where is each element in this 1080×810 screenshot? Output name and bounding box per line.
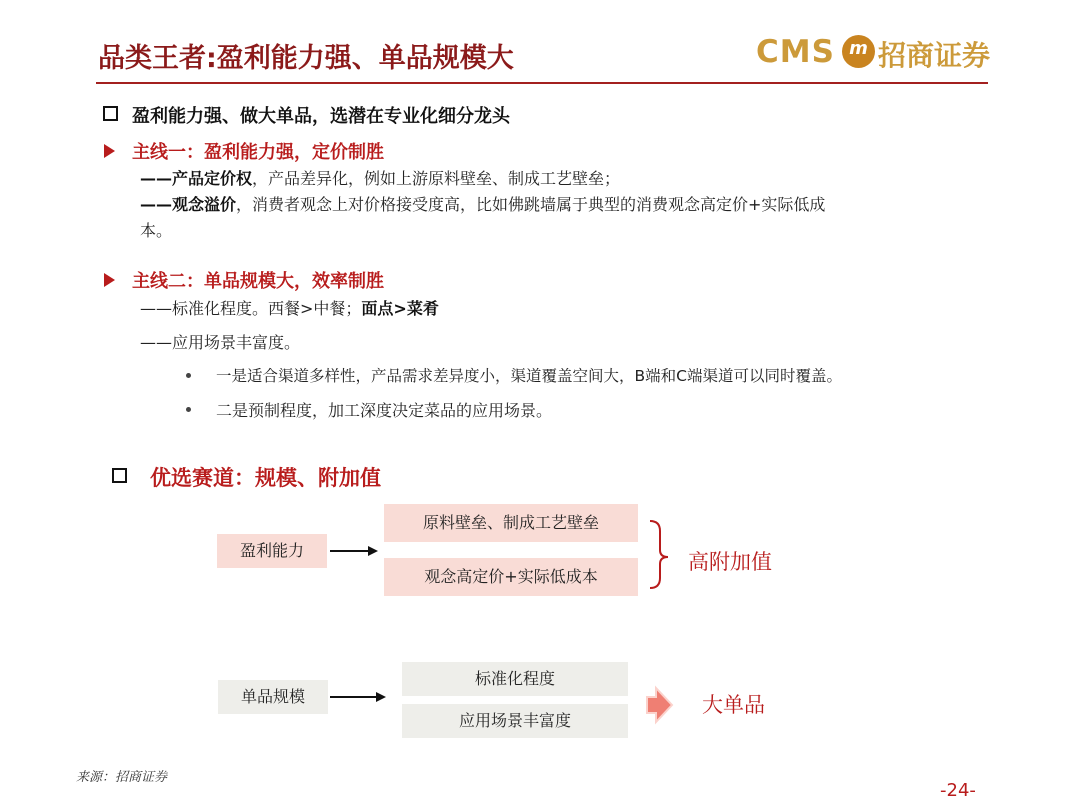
diagram1-left-box: 盈利能力 <box>217 534 327 568</box>
diagram1-brace-icon <box>650 521 668 588</box>
line1-item1-bold: ——产品定价权 <box>140 169 253 188</box>
line1-item2-bold: ——观念溢价 <box>140 195 237 214</box>
line1-item2-continued: 本。 <box>140 221 173 240</box>
line1-item2-text: ，消费者观念上对价格接受度高，比如佛跳墙属于典型的消费观念高定价+实际低成 <box>236 195 826 214</box>
diagram2-result: 大单品 <box>702 693 765 717</box>
diagram2-bottom-box: 应用场景丰富度 <box>402 704 628 738</box>
line2-bullet1: 一是适合渠道多样性，产品需求差异度小，渠道覆盖空间大，B端和C端渠道可以同时覆盖。 <box>216 367 842 385</box>
diagram1-arrow-icon <box>330 546 378 556</box>
line1-item1-text: ，产品差异化，例如上游原料壁垒、制成工艺壁垒； <box>252 169 621 188</box>
line2-bullet2: 二是预制程度，加工深度决定菜品的应用场景。 <box>216 401 553 420</box>
diagram1-result: 高附加值 <box>688 550 772 574</box>
line1-heading: 主线一：盈利能力强，定价制胜 <box>132 142 384 163</box>
logo-cms-text: CMS <box>756 34 835 70</box>
line2-heading: 主线二：单品规模大，效率制胜 <box>132 271 384 292</box>
line2-item1-text: ——标准化程度。西餐>中餐； <box>140 299 362 318</box>
diagram1-top-box: 原料壁垒、制成工艺壁垒 <box>384 504 638 542</box>
section1-heading: 盈利能力强、做大单品，选潜在专业化细分龙头 <box>132 106 510 127</box>
diagram2-top-box: 标准化程度 <box>402 662 628 696</box>
diagram2-block-arrow-icon <box>647 688 672 722</box>
logo-company-name: 招商证券 <box>878 39 991 72</box>
diagram2-arrow-icon <box>330 692 386 702</box>
section2-heading: 优选赛道：规模、附加值 <box>150 466 381 490</box>
line2-item1-bold: 面点>菜肴 <box>361 299 439 318</box>
diagram1-bottom-box: 观念高定价+实际低成本 <box>384 558 638 596</box>
page-number: -24- <box>940 780 976 801</box>
page-title: 品类王者:盈利能力强、单品规模大 <box>98 43 514 74</box>
diagram2-left-box: 单品规模 <box>218 680 328 714</box>
line2-item2: ——应用场景丰富度。 <box>140 333 301 352</box>
logo-emblem-letter: m <box>849 38 868 59</box>
source-note: 来源：招商证券 <box>76 770 168 785</box>
